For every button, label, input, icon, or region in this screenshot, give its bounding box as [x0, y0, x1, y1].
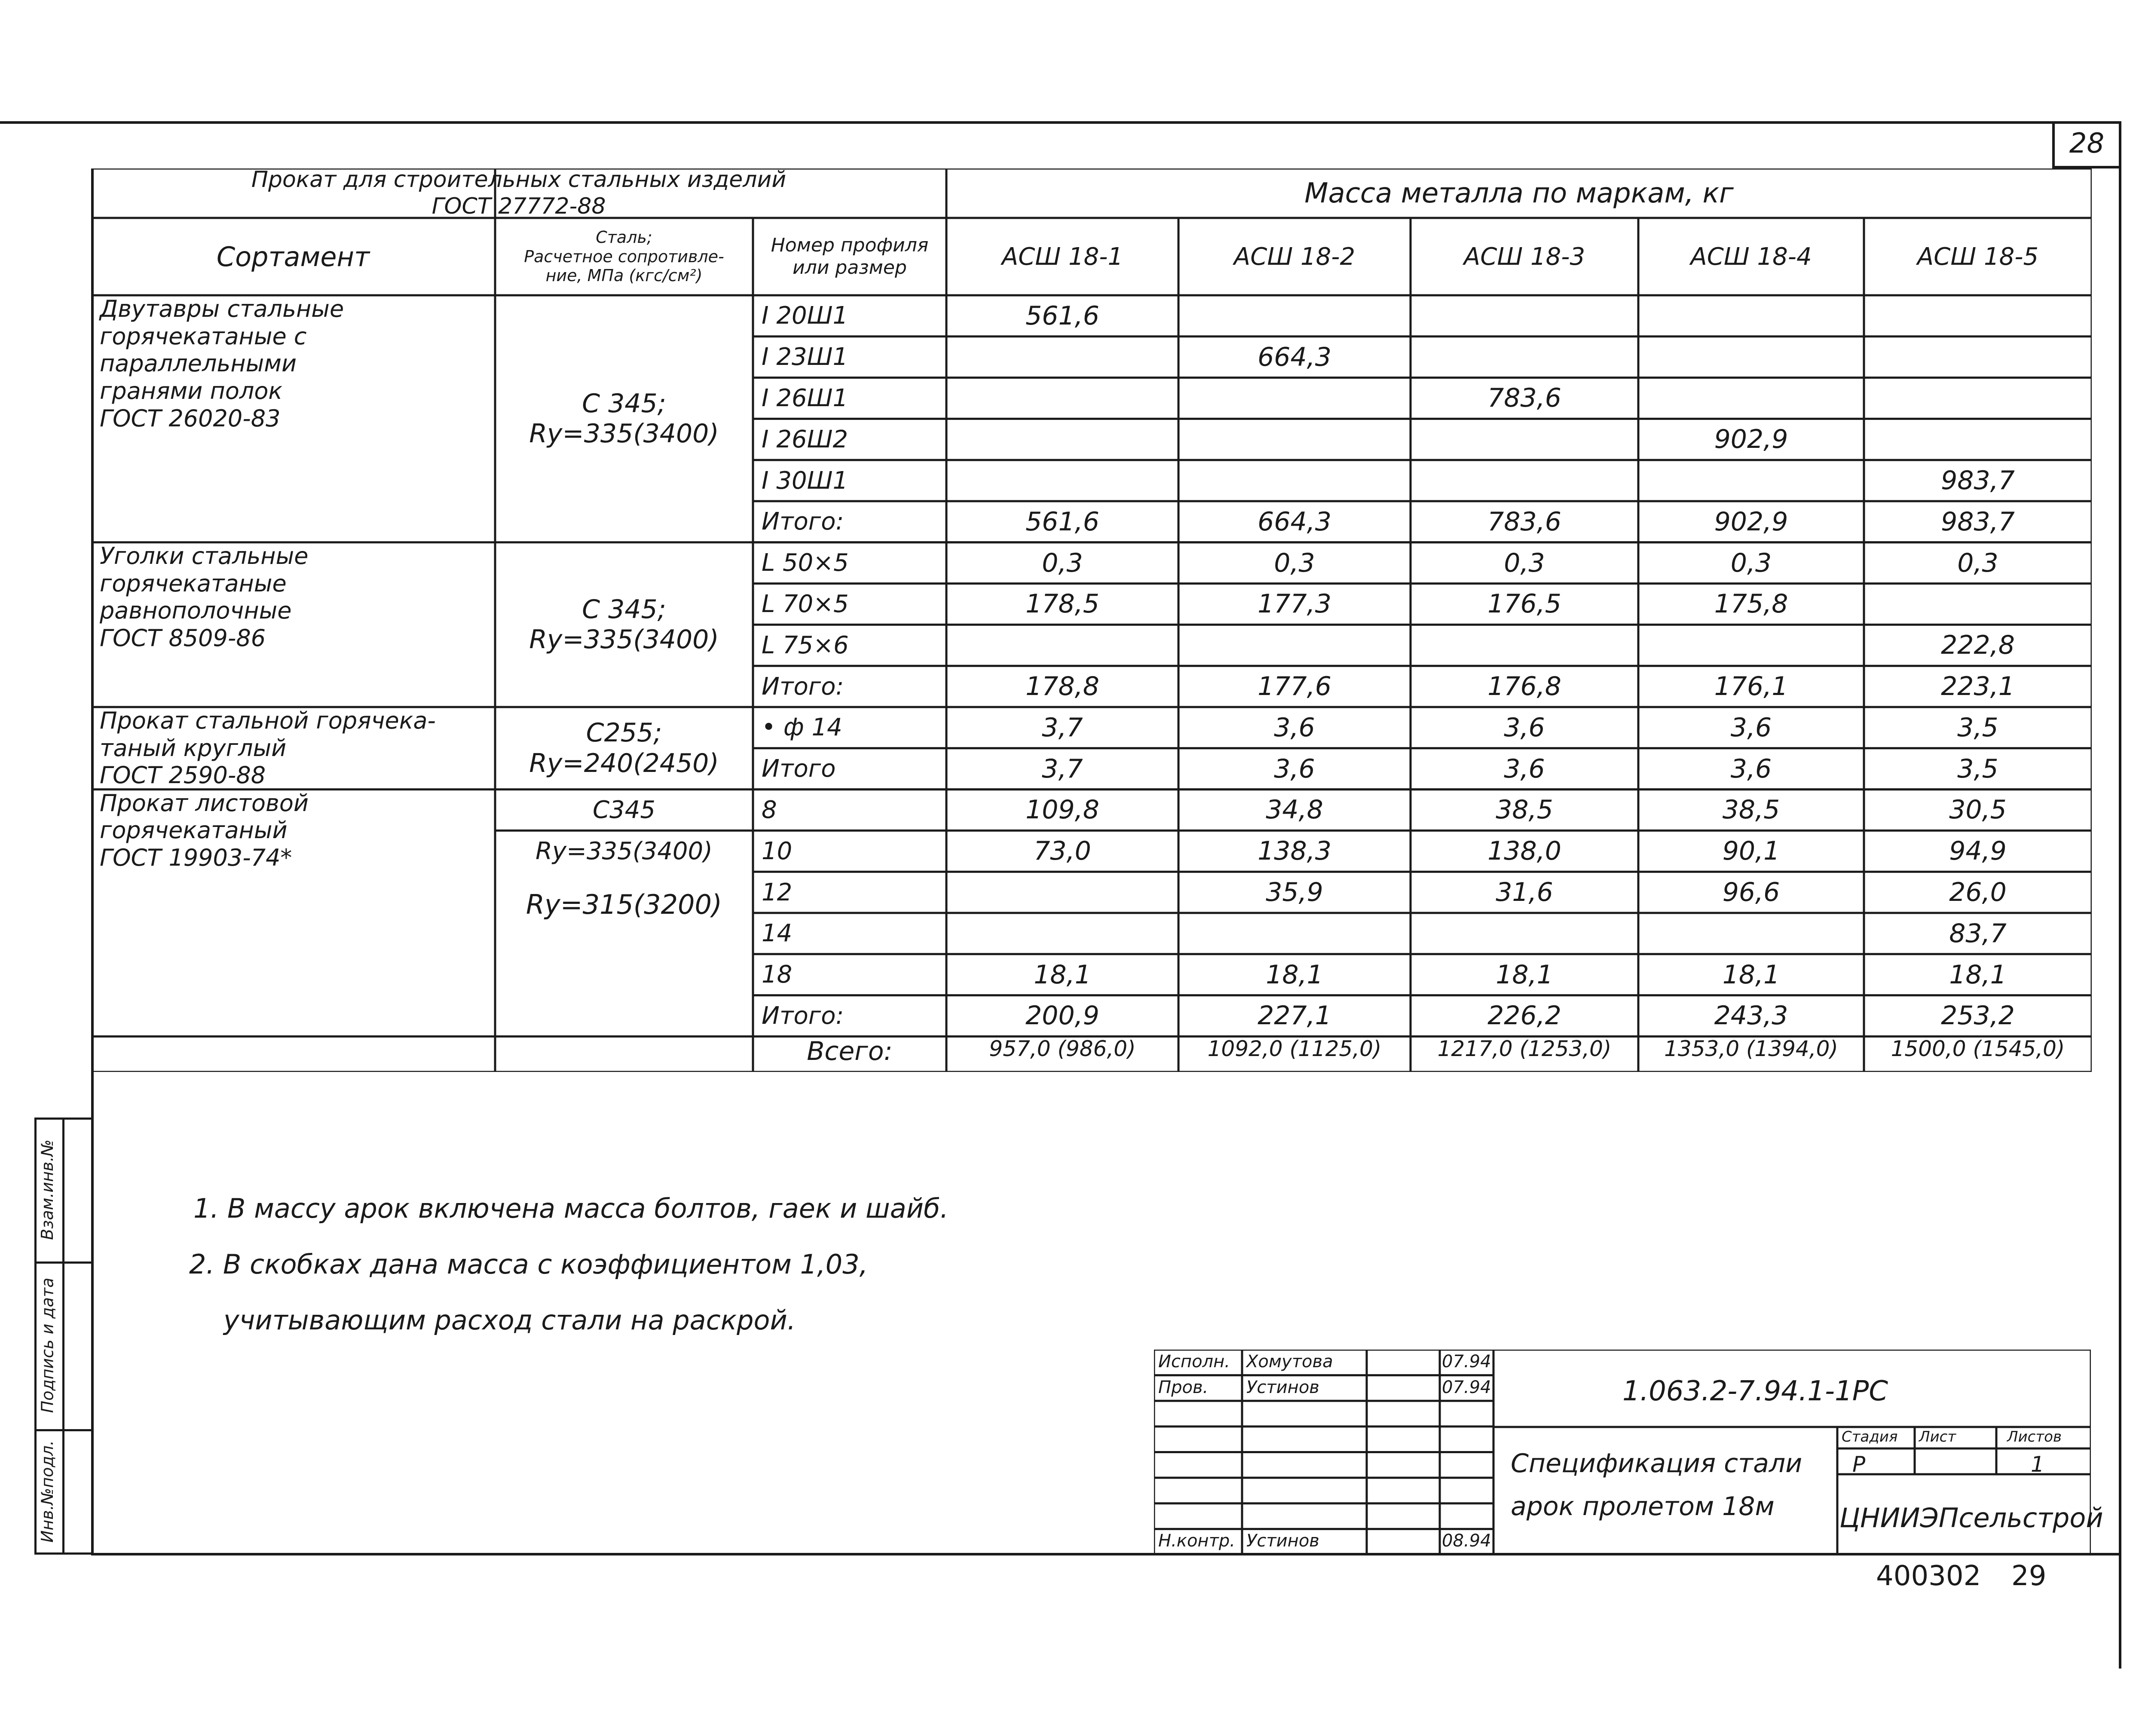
line: ГОСТ 19903-74*: [100, 844, 292, 872]
group-sortament: [91, 295, 495, 542]
side-stamp-replace-label: Взам.инв.№: [38, 1139, 57, 1240]
line: ние, МПа (кгс/см²): [545, 266, 703, 285]
line: таный круглый: [100, 734, 287, 762]
value-cell: [1411, 295, 1638, 337]
value-cell: [1411, 460, 1638, 501]
archive-number: 400302: [1876, 1560, 1981, 1592]
value-cell: 109,8: [1025, 795, 1099, 825]
value-cell: [1411, 337, 1638, 378]
value-cell: 177,6: [1258, 671, 1331, 702]
stage-header: Стадия: [1842, 1428, 1898, 1445]
line: горячекатаные: [100, 569, 287, 597]
profile-cell: Итого: [762, 755, 836, 783]
group-sortament: [91, 707, 495, 790]
line: Двутавры стальные: [100, 295, 344, 322]
line: Ry=335(3400): [529, 419, 719, 449]
total-value: 957,0 (986,0): [989, 1036, 1136, 1062]
doc-title-line-2: арок пролетом 18м: [1511, 1491, 1775, 1522]
value-cell: [1178, 913, 1411, 954]
frame-top-line: [0, 121, 2119, 124]
line: Ry=335(3400): [529, 625, 719, 655]
value-cell: 96,6: [1722, 877, 1780, 908]
value-cell: 3,6: [1730, 753, 1772, 784]
value-cell: 223,1: [1941, 671, 2015, 702]
value-cell: [1178, 625, 1411, 666]
value-cell: 0,3: [1504, 548, 1545, 578]
value-cell: 664,3: [1258, 506, 1331, 537]
group-steel: [495, 707, 753, 790]
value-cell: 34,8: [1266, 795, 1323, 825]
profile-cell: I 30Ш1: [762, 466, 848, 495]
total-value: 1500,0 (1545,0): [1891, 1036, 2065, 1062]
note-1: 1. В массу арок включена масса болтов, гаек и шайб.: [193, 1193, 949, 1224]
profile-cell: I 26Ш2: [762, 425, 848, 453]
value-cell: 983,7: [1941, 465, 2015, 496]
person-name: Хомутова: [1246, 1352, 1333, 1372]
group-steel: С345: [593, 796, 655, 824]
value-cell: 83,7: [1949, 918, 2007, 949]
line: Прокат для строительных стальных изделий: [251, 167, 786, 193]
person-role: Н.контр.: [1158, 1531, 1235, 1551]
value-cell: 26,0: [1949, 877, 2007, 908]
value-cell: 243,3: [1714, 1001, 1788, 1031]
value-cell: [1638, 625, 1864, 666]
stage-value: Р: [1852, 1452, 1866, 1477]
line: ГОСТ 8509-86: [100, 624, 266, 652]
value-cell: 783,6: [1487, 383, 1561, 413]
profile-cell: I 26Ш1: [762, 384, 848, 412]
value-cell: 3,5: [1957, 712, 1998, 743]
person-name: Устинов: [1246, 1531, 1319, 1551]
total-value: 1217,0 (1253,0): [1437, 1036, 1612, 1062]
value-cell: 253,2: [1941, 1001, 2015, 1031]
line: Ry=240(2450): [529, 748, 719, 778]
doc-code: 1.063.2-7.94.1-1РС: [1622, 1375, 1888, 1407]
organization: ЦНИИЭПсельстрой: [1839, 1502, 2103, 1534]
value-cell: 0,3: [1274, 548, 1315, 578]
value-cell: [1411, 625, 1638, 666]
total-label: Всего:: [807, 1036, 893, 1067]
sheet-header: Лист: [1919, 1428, 1956, 1445]
value-cell: [1864, 378, 2092, 419]
person-date: 08.94: [1442, 1531, 1491, 1551]
value-cell: [1638, 460, 1864, 501]
value-cell: 175,8: [1714, 589, 1788, 619]
person-role: Пров.: [1158, 1377, 1209, 1397]
value-cell: 18,1: [1266, 959, 1323, 990]
side-stamp-inv-label: Инв.№подл.: [38, 1440, 57, 1543]
note-2: 2. В скобках дана масса с коэффициентом 1,03,: [189, 1249, 868, 1280]
value-cell: 902,9: [1714, 506, 1788, 537]
value-cell: [946, 337, 1178, 378]
line: Прокат стальной горячека-: [100, 707, 436, 734]
value-cell: [1178, 295, 1411, 337]
value-cell: 73,0: [1034, 836, 1091, 866]
value-cell: [946, 419, 1178, 460]
value-cell: 983,7: [1941, 506, 2015, 537]
header-mark: АСШ 18-3: [1463, 242, 1585, 271]
value-cell: 902,9: [1714, 424, 1788, 455]
value-cell: [946, 460, 1178, 501]
line: ГОСТ 26020-83: [100, 404, 281, 432]
value-cell: 3,7: [1042, 712, 1083, 743]
value-cell: 3,7: [1042, 753, 1083, 784]
line: параллельными: [100, 350, 297, 377]
value-cell: 177,3: [1258, 589, 1331, 619]
line: С 345;: [582, 594, 666, 625]
value-cell: [1411, 913, 1638, 954]
sheet-number: 28: [2069, 128, 2105, 159]
value-cell: 226,2: [1487, 1001, 1561, 1031]
person-name: Устинов: [1246, 1377, 1319, 1397]
profile-cell: Итого:: [762, 1001, 844, 1030]
sheets-value: 1: [2031, 1452, 2044, 1477]
value-cell: 3,6: [1730, 712, 1772, 743]
value-cell: 3,6: [1274, 753, 1315, 784]
group-sortament: [91, 790, 495, 1037]
header-steel: [495, 218, 753, 295]
line: гранями полок: [100, 377, 283, 405]
header-mark: АСШ 18-4: [1690, 242, 1812, 271]
profile-cell: I 23Ш1: [762, 343, 848, 371]
header-group-right: Масса металла по маркам, кг: [1304, 177, 1734, 209]
value-cell: 138,0: [1487, 836, 1561, 866]
header-mark: АСШ 18-2: [1233, 242, 1356, 271]
sheets-header: Листов: [2007, 1428, 2062, 1445]
value-cell: 0,3: [1730, 548, 1772, 578]
value-cell: 3,6: [1504, 712, 1545, 743]
value-cell: [946, 872, 1178, 913]
value-cell: 35,9: [1266, 877, 1323, 908]
profile-cell: 8: [762, 796, 777, 824]
group-steel: [495, 295, 753, 542]
archive-page: 29: [2011, 1560, 2047, 1592]
value-cell: 38,5: [1496, 795, 1553, 825]
side-stamp-signature: [34, 1261, 60, 1429]
value-cell: 200,9: [1025, 1001, 1099, 1031]
value-cell: [1864, 584, 2092, 625]
value-cell: 18,1: [1722, 959, 1780, 990]
header-mark: АСШ 18-5: [1917, 242, 2039, 271]
group-sortament: [91, 542, 495, 707]
spec-table: [91, 168, 2092, 1072]
value-cell: 18,1: [1034, 959, 1091, 990]
value-cell: 178,8: [1025, 671, 1099, 702]
header-group-left: [91, 168, 946, 218]
line: горячекатаные с: [100, 322, 307, 350]
line: ГОСТ 27772-88: [431, 193, 606, 219]
profile-cell: L 70×5: [762, 590, 849, 618]
value-cell: [1638, 913, 1864, 954]
value-cell: 664,3: [1258, 342, 1331, 372]
value-cell: 18,1: [1496, 959, 1553, 990]
line: Номер профиля: [771, 234, 929, 257]
person-date: 07.94: [1442, 1352, 1491, 1372]
value-cell: 176,8: [1487, 671, 1561, 702]
value-cell: [1864, 337, 2092, 378]
sheet-number-box: [2052, 121, 2119, 168]
total-value: 1092,0 (1125,0): [1207, 1036, 1382, 1062]
profile-cell: L 50×5: [762, 549, 849, 577]
group-steel: [495, 542, 753, 707]
value-cell: 561,6: [1025, 300, 1099, 331]
value-cell: 38,5: [1722, 795, 1780, 825]
value-cell: [1178, 460, 1411, 501]
profile-cell: Итого:: [762, 508, 844, 536]
profile-cell: 18: [762, 961, 793, 989]
value-cell: [1638, 295, 1864, 337]
value-cell: 0,3: [1957, 548, 1998, 578]
value-cell: 18,1: [1949, 959, 2007, 990]
value-cell: 138,3: [1258, 836, 1331, 866]
line: Сталь;: [596, 227, 652, 247]
group-steel: Ry=335(3400): [535, 837, 713, 865]
person-role: Исполн.: [1158, 1352, 1230, 1372]
value-cell: [1411, 419, 1638, 460]
value-cell: 783,6: [1487, 506, 1561, 537]
value-cell: 3,6: [1504, 753, 1545, 784]
header-profile: [753, 218, 946, 295]
profile-cell: L 75×6: [762, 631, 849, 659]
header-mark: АСШ 18-1: [1001, 242, 1123, 271]
value-cell: 561,6: [1025, 506, 1099, 537]
line: С255;: [586, 718, 662, 748]
value-cell: 227,1: [1258, 1001, 1331, 1031]
header-sortament: Сортамент: [216, 241, 370, 272]
line: или размер: [793, 257, 907, 279]
doc-title-line-1: Спецификация стали: [1511, 1448, 1802, 1479]
line: горячекатаный: [100, 817, 288, 844]
value-cell: [1864, 419, 2092, 460]
value-cell: 3,6: [1274, 712, 1315, 743]
profile-cell: 10: [762, 837, 793, 865]
side-stamp-inv: [34, 1429, 60, 1554]
value-cell: 176,5: [1487, 589, 1561, 619]
line: ГОСТ 2590-88: [100, 762, 266, 789]
total-value: 1353,0 (1394,0): [1664, 1036, 1838, 1062]
profile-cell: Итого:: [762, 672, 844, 701]
person-date: 07.94: [1442, 1377, 1491, 1397]
line: Уголки стальные: [100, 542, 309, 569]
value-cell: 30,5: [1949, 795, 2007, 825]
value-cell: 31,6: [1496, 877, 1553, 908]
group-steel: Ry=315(3200): [526, 889, 722, 921]
value-cell: [1638, 378, 1864, 419]
value-cell: [946, 378, 1178, 419]
profile-cell: • ф 14: [762, 713, 842, 742]
value-cell: 176,1: [1714, 671, 1788, 702]
value-cell: 94,9: [1949, 836, 2007, 866]
value-cell: [946, 913, 1178, 954]
value-cell: [1178, 378, 1411, 419]
title-block: [1154, 1350, 2103, 1555]
frame-right-line: [2119, 121, 2121, 1669]
line: С 345;: [582, 388, 666, 419]
value-cell: [1178, 419, 1411, 460]
line: Прокат листовой: [100, 789, 309, 817]
value-cell: [1864, 295, 2092, 337]
side-stamp-signature-label: Подпись и дата: [38, 1277, 57, 1413]
profile-cell: I 20Ш1: [762, 302, 848, 330]
value-cell: [946, 625, 1178, 666]
profile-cell: 12: [762, 878, 793, 906]
line: равнополочные: [100, 597, 292, 625]
value-cell: 0,3: [1042, 548, 1083, 578]
line: Расчетное сопротивле-: [524, 247, 724, 266]
profile-cell: 14: [762, 919, 793, 948]
value-cell: [1638, 337, 1864, 378]
value-cell: 3,5: [1957, 753, 1998, 784]
value-cell: 90,1: [1722, 836, 1780, 866]
note-3: учитывающим расход стали на раскрой.: [223, 1304, 796, 1336]
side-stamp-replace: [34, 1120, 60, 1259]
value-cell: 222,8: [1941, 630, 2015, 661]
value-cell: 178,5: [1025, 589, 1099, 619]
